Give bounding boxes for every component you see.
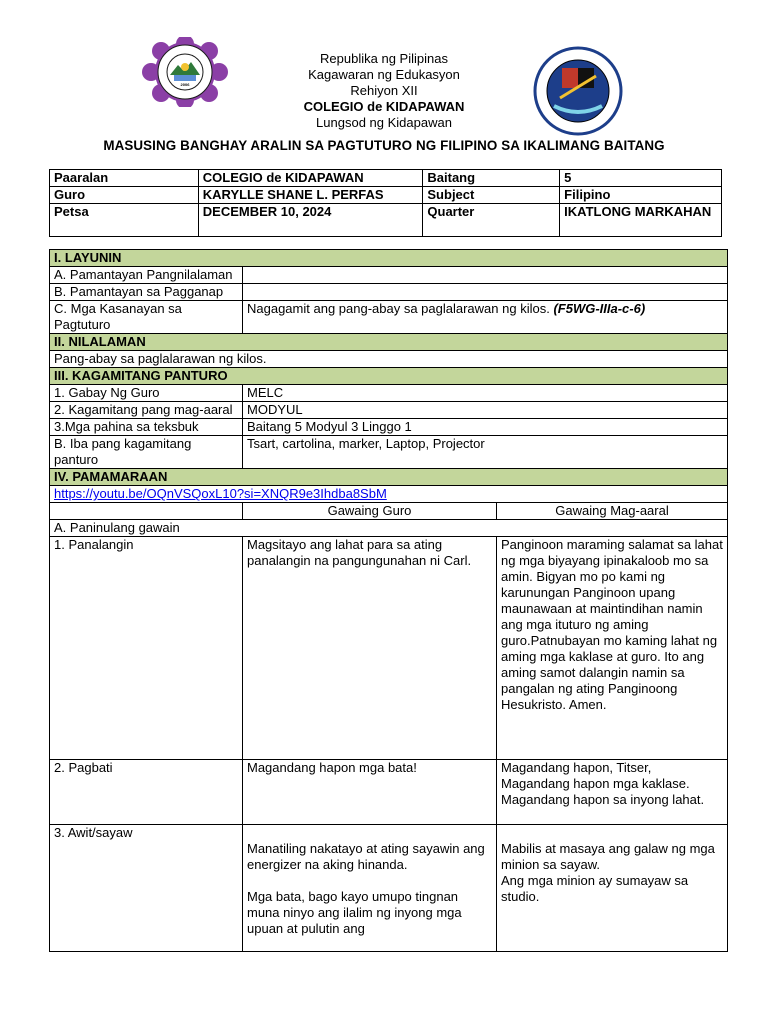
awit-sayaw-magaaral-text-2: Ang mga minion ay sumayaw sa studio. [501,873,689,904]
row-nilalaman [50,351,728,368]
nilalaman-heading: II. NILALAMAN [50,334,728,351]
pahina-teksbuk-label: 3.Mga pahina sa teksbuk [50,419,243,436]
baitang-label: Baitang [423,170,560,187]
section-kagamitan [50,368,728,385]
row-pagbati [50,760,728,825]
info-row-guro [50,187,722,204]
panalangin-magaaral: Panginoon maraming salamat sa lahat ng mga biyayang ipinakaloob mo sa amin. Bigyan mo po kami ng karunungan Panginoon upang maunawaan at maintindihan namin ang mga ituturo ng aming guro.Patnubayan mo kaming lahat ng aming mga kaklase at guro. Ito ang aming samot dalangin namin sa pangalan ng ating Panginoong Hesukristo. Amen. [497,537,728,760]
gawaing-magaaral-header: Gawaing Mag-aaral [497,503,728,520]
nilalaman-text: Pang-abay sa paglalarawan ng kilos. [50,351,728,368]
subject-label: Subject [423,187,560,204]
pamantayan-pangnilalaman-value [243,267,728,284]
row-kagamitang-magaaral [50,402,728,419]
document-title: MASUSING BANGHAY ARALIN SA PAGTUTURO NG FILIPINO SA IKALIMANG BAITANG [103,138,665,153]
info-table [49,169,722,237]
pahina-teksbuk-value: Baitang 5 Modyul 3 Linggo 1 [243,419,728,436]
kagamitang-magaaral-value: MODYUL [243,402,728,419]
gawaing-guro-header: Gawaing Guro [243,503,497,520]
awit-sayaw-magaaral-text-1: Mabilis at masaya ang galaw ng mga minion sa sayaw. [501,841,715,872]
layunin-heading: I. LAYUNIN [50,250,728,267]
gabay-guro-label: 1. Gabay Ng Guro [50,385,243,402]
panalangin-guro: Magsitayo ang lahat para sa ating panalangin na pangungunahan ni Carl. [243,537,497,760]
kasanayan-code: (F5WG-IIIa-c-6) [553,301,646,316]
seal-year-text: 2006 [180,82,190,87]
pamantayan-pagganap-value [243,284,728,301]
subject-value: Filipino [560,187,722,204]
info-row-petsa [50,204,722,237]
kasanayan-label: C. Mga Kasanayan sa Pagtuturo [50,301,243,334]
paaralan-value: COLEGIO de KIDAPAWAN [198,170,423,187]
iba-pang-kagamitan-label: B. Iba pang kagamitang panturo [50,436,243,469]
row-awit-sayaw [50,825,728,952]
paaralan-label: Paaralan [50,170,199,187]
header-city: Lungsod ng Kidapawan [316,115,452,130]
pagbati-guro: Magandang hapon mga bata! [243,760,497,825]
row-panalangin [50,537,728,760]
header-line-rehiyon: Rehiyon XII [350,83,418,98]
row-pamantayan-pangnilalaman [50,267,728,284]
government-header [0,51,768,131]
panimulang-gawain-label: A. Paninulang gawain [50,520,728,537]
header-school-name: COLEGIO de KIDAPAWAN [303,99,465,114]
awit-sayaw-guro-text-2: Mga bata, bago kayo umupo tingnan muna ninyo ang ilalim ng inyong mga upuan at pulutin ang [247,889,462,936]
row-pamantayan-pagganap [50,284,728,301]
pamantayan-pagganap-label: B. Pamantayan sa Pagganap [50,284,243,301]
youtube-link[interactable]: https://youtu.be/OQnVSQoxL10?si=XNQR9e3Ihdba8SbM [54,486,387,501]
row-youtube-link [50,486,728,503]
iba-pang-kagamitan-value: Tsart, cartolina, marker, Laptop, Projector [243,436,728,469]
baitang-value: 5 [560,170,722,187]
awit-sayaw-guro [243,825,497,952]
row-gabay-guro [50,385,728,402]
kasanayan-value [243,301,728,334]
pagbati-label: 2. Pagbati [50,760,243,825]
section-nilalaman [50,334,728,351]
kagamitan-heading: III. KAGAMITANG PANTURO [50,368,728,385]
petsa-label: Petsa [50,204,199,237]
section-pamamaraan [50,469,728,486]
awit-sayaw-label: 3. Awit/sayaw [50,825,243,952]
pamantayan-pangnilalaman-label: A. Pamantayan Pangnilalaman [50,267,243,284]
blank-header-cell [50,503,243,520]
gabay-guro-value: MELC [243,385,728,402]
pagbati-magaaral: Magandang hapon, Titser, Magandang hapon mga kaklase. Magandang hapon sa inyong lahat. [497,760,728,825]
row-panimulang-gawain [50,520,728,537]
lesson-plan-table [49,249,728,952]
quarter-label: Quarter [423,204,560,237]
row-iba-pang-kagamitan [50,436,728,469]
guro-value: KARYLLE SHANE L. PERFAS [198,187,423,204]
kagamitang-magaaral-label: 2. Kagamitang pang mag-aaral [50,402,243,419]
panalangin-label: 1. Panalangin [50,537,243,760]
info-row-paaralan [50,170,722,187]
row-pahina-teksbuk [50,419,728,436]
pamamaraan-heading: IV. PAMAMARAAN [50,469,728,486]
header-line-republika: Republika ng Pilipinas [320,51,448,66]
awit-sayaw-magaaral [497,825,728,952]
petsa-value: DECEMBER 10, 2024 [198,204,423,237]
header-line-kagawaran: Kagawaran ng Edukasyon [308,67,460,82]
quarter-value: IKATLONG MARKAHAN [560,204,722,237]
youtube-link-cell [50,486,728,503]
guro-label: Guro [50,187,199,204]
row-kasanayan [50,301,728,334]
row-column-headers [50,503,728,520]
kasanayan-text: Nagagamit ang pang-abay sa paglalarawan ng kilos. [247,301,550,316]
awit-sayaw-guro-text-1: Manatiling nakatayo at ating sayawin ang energizer na aking hinanda. [247,841,485,872]
section-layunin [50,250,728,267]
